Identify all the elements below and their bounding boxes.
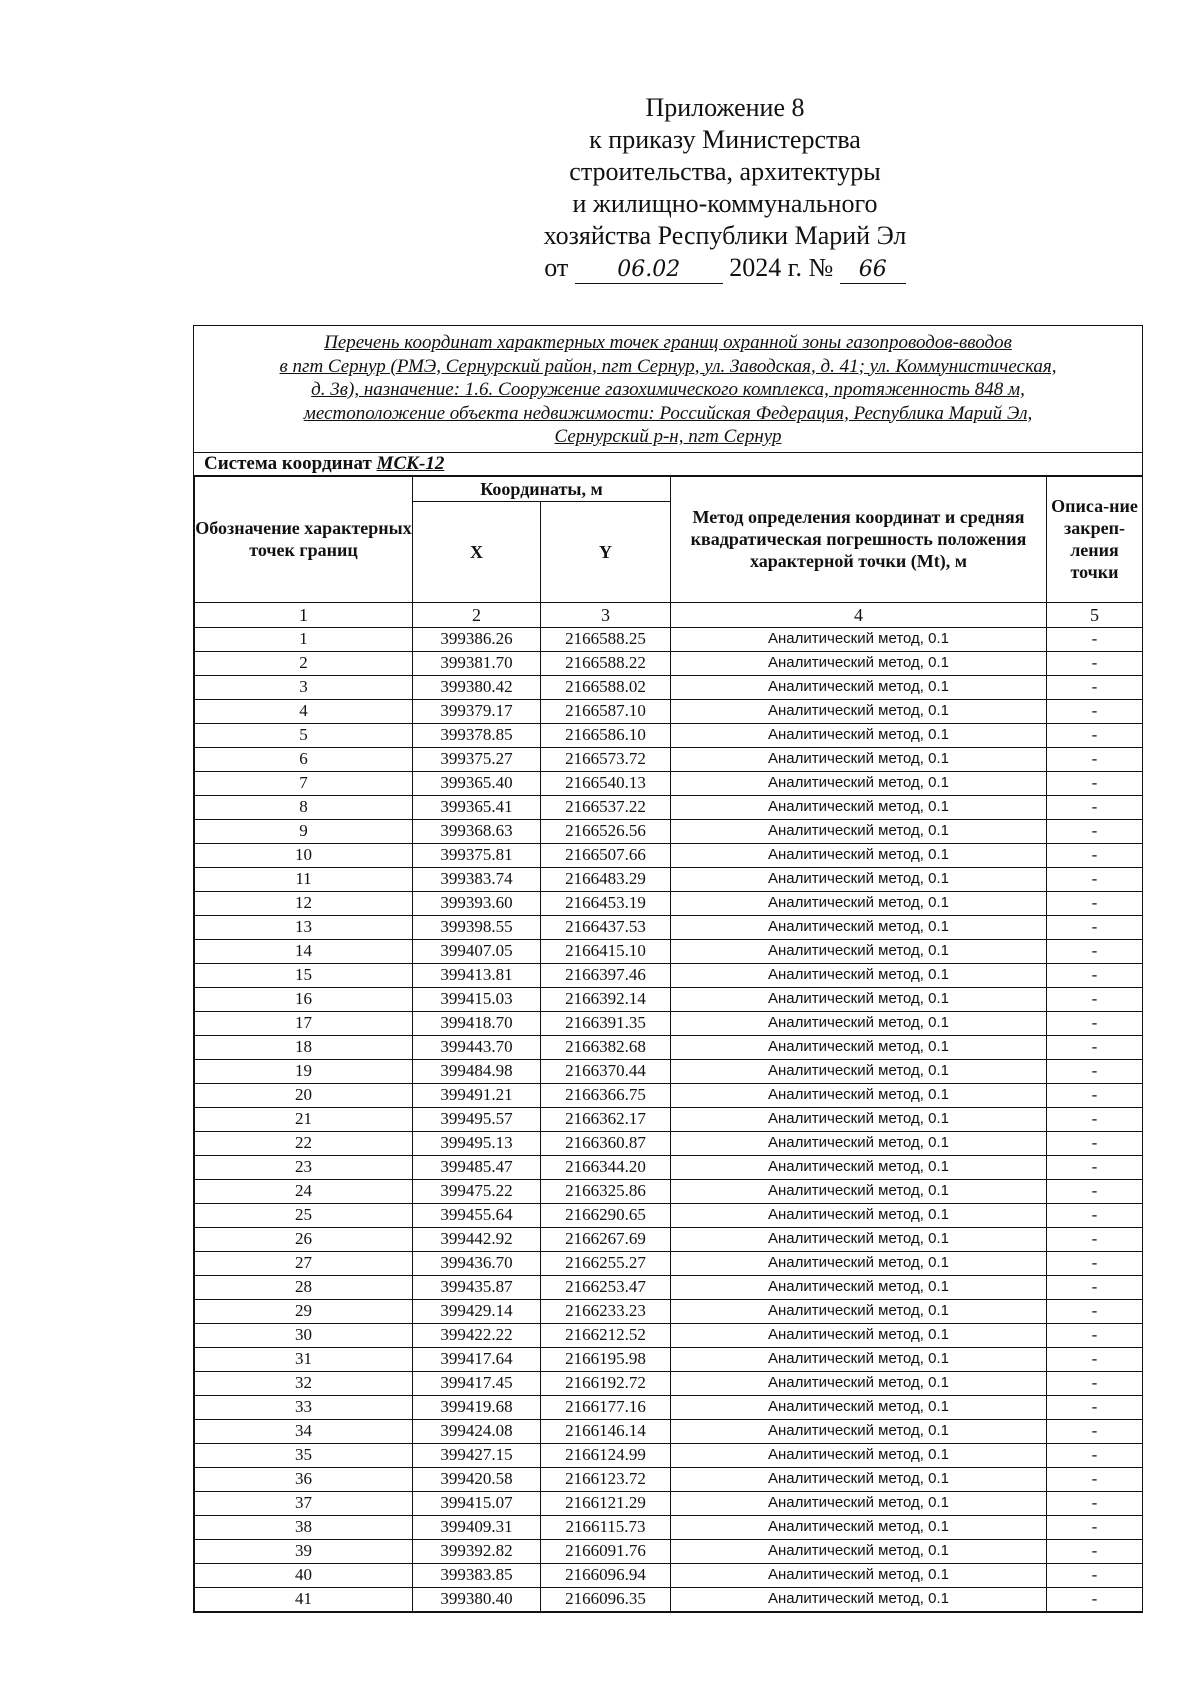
y-coordinate-cell: 2166290.65 bbox=[541, 1203, 671, 1227]
method-cell: Аналитический метод, 0.1 bbox=[671, 1275, 1047, 1299]
point-number-cell: 31 bbox=[195, 1347, 413, 1371]
table-row bbox=[195, 1155, 1143, 1179]
x-coordinate-cell: 399398.55 bbox=[413, 915, 541, 939]
table-row bbox=[195, 1563, 1143, 1587]
header-method: Метод определения координат и средняя квадратическая погрешность положения характерной точки (Mt), м bbox=[671, 476, 1047, 602]
coordinate-system-label: Система координат bbox=[204, 452, 372, 474]
x-coordinate-cell: 399485.47 bbox=[413, 1155, 541, 1179]
y-coordinate-cell: 2166526.56 bbox=[541, 819, 671, 843]
description-cell: - bbox=[1047, 771, 1143, 795]
point-number-cell: 32 bbox=[195, 1371, 413, 1395]
y-coordinate-cell: 2166540.13 bbox=[541, 771, 671, 795]
description-cell: - bbox=[1047, 795, 1143, 819]
point-number-cell: 40 bbox=[195, 1563, 413, 1587]
point-number-cell: 14 bbox=[195, 939, 413, 963]
x-coordinate-cell: 399392.82 bbox=[413, 1539, 541, 1563]
point-number-cell: 37 bbox=[195, 1491, 413, 1515]
y-coordinate-cell: 2166483.29 bbox=[541, 867, 671, 891]
point-number-cell: 29 bbox=[195, 1299, 413, 1323]
header-line-republic: хозяйства Республики Марий Эл bbox=[543, 221, 907, 250]
point-number-cell: 13 bbox=[195, 915, 413, 939]
table-row bbox=[195, 795, 1143, 819]
y-coordinate-cell: 2166437.53 bbox=[541, 915, 671, 939]
coordinate-system-row bbox=[194, 453, 1142, 476]
table-row bbox=[195, 987, 1143, 1011]
method-cell: Аналитический метод, 0.1 bbox=[671, 1347, 1047, 1371]
description-cell: - bbox=[1047, 1347, 1143, 1371]
x-coordinate-cell: 399495.13 bbox=[413, 1131, 541, 1155]
x-coordinate-cell: 399475.22 bbox=[413, 1179, 541, 1203]
description-cell: - bbox=[1047, 915, 1143, 939]
method-cell: Аналитический метод, 0.1 bbox=[671, 1491, 1047, 1515]
method-cell: Аналитический метод, 0.1 bbox=[671, 771, 1047, 795]
x-coordinate-cell: 399407.05 bbox=[413, 939, 541, 963]
title-line-5: Сернурский р-н, пгт Сернур bbox=[554, 426, 782, 447]
method-cell: Аналитический метод, 0.1 bbox=[671, 747, 1047, 771]
appendix-header bbox=[360, 92, 1090, 284]
title-line-1: Перечень координат характерных точек границ охранной зоны газопроводов-вводов bbox=[324, 332, 1012, 353]
method-cell: Аналитический метод, 0.1 bbox=[671, 1395, 1047, 1419]
title-line-4: местоположение объекта недвижимости: Российская Федерация, Республика Марий Эл, bbox=[303, 402, 1033, 424]
description-cell: - bbox=[1047, 699, 1143, 723]
table-row bbox=[195, 1179, 1143, 1203]
table-row bbox=[195, 1371, 1143, 1395]
description-cell: - bbox=[1047, 1083, 1143, 1107]
table-row bbox=[195, 1395, 1143, 1419]
table-row bbox=[195, 1083, 1143, 1107]
header-line-ministry: строительства, архитектуры bbox=[569, 157, 881, 186]
method-cell: Аналитический метод, 0.1 bbox=[671, 1227, 1047, 1251]
y-coordinate-cell: 2166096.35 bbox=[541, 1587, 671, 1611]
header-designation: Обозначение характерных точек границ bbox=[195, 476, 413, 602]
handwritten-date: 06.02 bbox=[575, 257, 723, 284]
description-cell: - bbox=[1047, 1467, 1143, 1491]
y-coordinate-cell: 2166362.17 bbox=[541, 1107, 671, 1131]
description-cell: - bbox=[1047, 1299, 1143, 1323]
point-number-cell: 7 bbox=[195, 771, 413, 795]
table-row bbox=[195, 1419, 1143, 1443]
x-coordinate-cell: 399417.64 bbox=[413, 1347, 541, 1371]
table-row bbox=[195, 843, 1143, 867]
point-number-cell: 10 bbox=[195, 843, 413, 867]
table-title bbox=[194, 326, 1142, 453]
point-number-cell: 36 bbox=[195, 1467, 413, 1491]
x-coordinate-cell: 399368.63 bbox=[413, 819, 541, 843]
y-coordinate-cell: 2166255.27 bbox=[541, 1251, 671, 1275]
x-coordinate-cell: 399436.70 bbox=[413, 1251, 541, 1275]
y-coordinate-cell: 2166507.66 bbox=[541, 843, 671, 867]
y-coordinate-cell: 2166267.69 bbox=[541, 1227, 671, 1251]
table-row bbox=[195, 1035, 1143, 1059]
x-coordinate-cell: 399429.14 bbox=[413, 1299, 541, 1323]
appendix-number: Приложение 8 bbox=[645, 93, 805, 122]
x-coordinate-cell: 399375.81 bbox=[413, 843, 541, 867]
point-number-cell: 20 bbox=[195, 1083, 413, 1107]
method-cell: Аналитический метод, 0.1 bbox=[671, 1059, 1047, 1083]
method-cell: Аналитический метод, 0.1 bbox=[671, 915, 1047, 939]
point-number-cell: 16 bbox=[195, 987, 413, 1011]
description-cell: - bbox=[1047, 1203, 1143, 1227]
description-cell: - bbox=[1047, 1491, 1143, 1515]
header-description: Описа-ние закреп-ления точки bbox=[1047, 476, 1143, 602]
y-coordinate-cell: 2166146.14 bbox=[541, 1419, 671, 1443]
x-coordinate-cell: 399415.07 bbox=[413, 1491, 541, 1515]
method-cell: Аналитический метод, 0.1 bbox=[671, 675, 1047, 699]
point-number-cell: 26 bbox=[195, 1227, 413, 1251]
method-cell: Аналитический метод, 0.1 bbox=[671, 1155, 1047, 1179]
method-cell: Аналитический метод, 0.1 bbox=[671, 1107, 1047, 1131]
x-coordinate-cell: 399417.45 bbox=[413, 1371, 541, 1395]
method-cell: Аналитический метод, 0.1 bbox=[671, 1539, 1047, 1563]
x-coordinate-cell: 399491.21 bbox=[413, 1083, 541, 1107]
method-cell: Аналитический метод, 0.1 bbox=[671, 699, 1047, 723]
x-coordinate-cell: 399409.31 bbox=[413, 1515, 541, 1539]
description-cell: - bbox=[1047, 1251, 1143, 1275]
x-coordinate-cell: 399443.70 bbox=[413, 1035, 541, 1059]
method-cell: Аналитический метод, 0.1 bbox=[671, 1299, 1047, 1323]
description-cell: - bbox=[1047, 1011, 1143, 1035]
point-number-cell: 5 bbox=[195, 723, 413, 747]
x-coordinate-cell: 399380.42 bbox=[413, 675, 541, 699]
table-row bbox=[195, 1251, 1143, 1275]
column-numbers-row bbox=[195, 602, 1143, 627]
description-cell: - bbox=[1047, 963, 1143, 987]
table-row bbox=[195, 891, 1143, 915]
table-row bbox=[195, 1227, 1143, 1251]
method-cell: Аналитический метод, 0.1 bbox=[671, 651, 1047, 675]
point-number-cell: 28 bbox=[195, 1275, 413, 1299]
x-coordinate-cell: 399381.70 bbox=[413, 651, 541, 675]
method-cell: Аналитический метод, 0.1 bbox=[671, 1179, 1047, 1203]
description-cell: - bbox=[1047, 651, 1143, 675]
column-number: 1 bbox=[195, 602, 413, 627]
x-coordinate-cell: 399393.60 bbox=[413, 891, 541, 915]
description-cell: - bbox=[1047, 891, 1143, 915]
table-body bbox=[195, 602, 1143, 1611]
method-cell: Аналитический метод, 0.1 bbox=[671, 627, 1047, 651]
y-coordinate-cell: 2166096.94 bbox=[541, 1563, 671, 1587]
point-number-cell: 6 bbox=[195, 747, 413, 771]
column-number: 5 bbox=[1047, 602, 1143, 627]
point-number-cell: 24 bbox=[195, 1179, 413, 1203]
method-cell: Аналитический метод, 0.1 bbox=[671, 723, 1047, 747]
method-cell: Аналитический метод, 0.1 bbox=[671, 987, 1047, 1011]
y-coordinate-cell: 2166123.72 bbox=[541, 1467, 671, 1491]
method-cell: Аналитический метод, 0.1 bbox=[671, 819, 1047, 843]
table-row bbox=[195, 627, 1143, 651]
description-cell: - bbox=[1047, 1107, 1143, 1131]
point-number-cell: 25 bbox=[195, 1203, 413, 1227]
point-number-cell: 23 bbox=[195, 1155, 413, 1179]
y-coordinate-cell: 2166588.02 bbox=[541, 675, 671, 699]
y-coordinate-cell: 2166121.29 bbox=[541, 1491, 671, 1515]
point-number-cell: 17 bbox=[195, 1011, 413, 1035]
y-coordinate-cell: 2166382.68 bbox=[541, 1035, 671, 1059]
description-cell: - bbox=[1047, 1563, 1143, 1587]
point-number-cell: 18 bbox=[195, 1035, 413, 1059]
y-coordinate-cell: 2166370.44 bbox=[541, 1059, 671, 1083]
date-prefix: от bbox=[544, 253, 569, 282]
x-coordinate-cell: 399422.22 bbox=[413, 1323, 541, 1347]
y-coordinate-cell: 2166391.35 bbox=[541, 1011, 671, 1035]
table-row bbox=[195, 963, 1143, 987]
method-cell: Аналитический метод, 0.1 bbox=[671, 1011, 1047, 1035]
description-cell: - bbox=[1047, 1587, 1143, 1611]
x-coordinate-cell: 399375.27 bbox=[413, 747, 541, 771]
y-coordinate-cell: 2166537.22 bbox=[541, 795, 671, 819]
description-cell: - bbox=[1047, 1059, 1143, 1083]
header-coordinates: Координаты, м bbox=[413, 476, 671, 501]
header-line-order: к приказу Министерства bbox=[589, 125, 861, 154]
table-row bbox=[195, 915, 1143, 939]
y-coordinate-cell: 2166115.73 bbox=[541, 1515, 671, 1539]
year-number-label: 2024 г. № bbox=[729, 253, 834, 282]
x-coordinate-cell: 399415.03 bbox=[413, 987, 541, 1011]
y-coordinate-cell: 2166344.20 bbox=[541, 1155, 671, 1179]
method-cell: Аналитический метод, 0.1 bbox=[671, 1563, 1047, 1587]
column-number: 2 bbox=[413, 602, 541, 627]
x-coordinate-cell: 399413.81 bbox=[413, 963, 541, 987]
header-y: Y bbox=[541, 501, 671, 602]
point-number-cell: 1 bbox=[195, 627, 413, 651]
y-coordinate-cell: 2166233.23 bbox=[541, 1299, 671, 1323]
description-cell: - bbox=[1047, 723, 1143, 747]
table-row bbox=[195, 699, 1143, 723]
table-row bbox=[195, 867, 1143, 891]
x-coordinate-cell: 399365.40 bbox=[413, 771, 541, 795]
method-cell: Аналитический метод, 0.1 bbox=[671, 1083, 1047, 1107]
y-coordinate-cell: 2166588.25 bbox=[541, 627, 671, 651]
y-coordinate-cell: 2166195.98 bbox=[541, 1347, 671, 1371]
method-cell: Аналитический метод, 0.1 bbox=[671, 1203, 1047, 1227]
table-row bbox=[195, 1515, 1143, 1539]
description-cell: - bbox=[1047, 939, 1143, 963]
x-coordinate-cell: 399365.41 bbox=[413, 795, 541, 819]
point-number-cell: 8 bbox=[195, 795, 413, 819]
description-cell: - bbox=[1047, 1371, 1143, 1395]
y-coordinate-cell: 2166573.72 bbox=[541, 747, 671, 771]
method-cell: Аналитический метод, 0.1 bbox=[671, 795, 1047, 819]
point-number-cell: 41 bbox=[195, 1587, 413, 1611]
table-row bbox=[195, 723, 1143, 747]
column-number: 4 bbox=[671, 602, 1047, 627]
point-number-cell: 27 bbox=[195, 1251, 413, 1275]
x-coordinate-cell: 399418.70 bbox=[413, 1011, 541, 1035]
description-cell: - bbox=[1047, 819, 1143, 843]
x-coordinate-cell: 399419.68 bbox=[413, 1395, 541, 1419]
table-row bbox=[195, 1299, 1143, 1323]
x-coordinate-cell: 399455.64 bbox=[413, 1203, 541, 1227]
x-coordinate-cell: 399378.85 bbox=[413, 723, 541, 747]
table-row bbox=[195, 771, 1143, 795]
table-row bbox=[195, 747, 1143, 771]
x-coordinate-cell: 399495.57 bbox=[413, 1107, 541, 1131]
description-cell: - bbox=[1047, 843, 1143, 867]
description-cell: - bbox=[1047, 1275, 1143, 1299]
method-cell: Аналитический метод, 0.1 bbox=[671, 1587, 1047, 1611]
description-cell: - bbox=[1047, 627, 1143, 651]
table-row bbox=[195, 1443, 1143, 1467]
description-cell: - bbox=[1047, 1395, 1143, 1419]
table-row bbox=[195, 675, 1143, 699]
table-row bbox=[195, 1347, 1143, 1371]
table-row bbox=[195, 1275, 1143, 1299]
description-cell: - bbox=[1047, 1035, 1143, 1059]
method-cell: Аналитический метод, 0.1 bbox=[671, 891, 1047, 915]
table-row bbox=[195, 1107, 1143, 1131]
x-coordinate-cell: 399386.26 bbox=[413, 627, 541, 651]
title-line-2: в пгт Сернур (РМЭ, Сернурский район, пгт Сернур, ул. Заводская, д. 41; ул. Коммунистическая, bbox=[279, 355, 1057, 377]
method-cell: Аналитический метод, 0.1 bbox=[671, 1323, 1047, 1347]
y-coordinate-cell: 2166588.22 bbox=[541, 651, 671, 675]
y-coordinate-cell: 2166415.10 bbox=[541, 939, 671, 963]
point-number-cell: 38 bbox=[195, 1515, 413, 1539]
y-coordinate-cell: 2166397.46 bbox=[541, 963, 671, 987]
y-coordinate-cell: 2166212.52 bbox=[541, 1323, 671, 1347]
point-number-cell: 33 bbox=[195, 1395, 413, 1419]
description-cell: - bbox=[1047, 987, 1143, 1011]
description-cell: - bbox=[1047, 1539, 1143, 1563]
table-row bbox=[195, 1011, 1143, 1035]
y-coordinate-cell: 2166253.47 bbox=[541, 1275, 671, 1299]
header-line-housing: и жилищно-коммунального bbox=[572, 189, 878, 218]
point-number-cell: 22 bbox=[195, 1131, 413, 1155]
method-cell: Аналитический метод, 0.1 bbox=[671, 1443, 1047, 1467]
point-number-cell: 19 bbox=[195, 1059, 413, 1083]
description-cell: - bbox=[1047, 1419, 1143, 1443]
method-cell: Аналитический метод, 0.1 bbox=[671, 1515, 1047, 1539]
order-date-line bbox=[360, 252, 1090, 284]
y-coordinate-cell: 2166392.14 bbox=[541, 987, 671, 1011]
point-number-cell: 21 bbox=[195, 1107, 413, 1131]
y-coordinate-cell: 2166192.72 bbox=[541, 1371, 671, 1395]
y-coordinate-cell: 2166177.16 bbox=[541, 1395, 671, 1419]
point-number-cell: 11 bbox=[195, 867, 413, 891]
handwritten-order-number: 66 bbox=[840, 257, 906, 284]
header-x: X bbox=[413, 501, 541, 602]
method-cell: Аналитический метод, 0.1 bbox=[671, 1467, 1047, 1491]
x-coordinate-cell: 399424.08 bbox=[413, 1419, 541, 1443]
coordinates-table bbox=[194, 476, 1143, 1612]
y-coordinate-cell: 2166091.76 bbox=[541, 1539, 671, 1563]
x-coordinate-cell: 399383.74 bbox=[413, 867, 541, 891]
table-row bbox=[195, 1467, 1143, 1491]
description-cell: - bbox=[1047, 1515, 1143, 1539]
method-cell: Аналитический метод, 0.1 bbox=[671, 1251, 1047, 1275]
y-coordinate-cell: 2166453.19 bbox=[541, 891, 671, 915]
table-row bbox=[195, 939, 1143, 963]
method-cell: Аналитический метод, 0.1 bbox=[671, 939, 1047, 963]
y-coordinate-cell: 2166587.10 bbox=[541, 699, 671, 723]
description-cell: - bbox=[1047, 1443, 1143, 1467]
method-cell: Аналитический метод, 0.1 bbox=[671, 867, 1047, 891]
y-coordinate-cell: 2166586.10 bbox=[541, 723, 671, 747]
method-cell: Аналитический метод, 0.1 bbox=[671, 963, 1047, 987]
title-line-3: д. 3в), назначение: 1.6. Сооружение газохимического комплекса, протяженность 848 м, bbox=[311, 379, 1025, 400]
column-number: 3 bbox=[541, 602, 671, 627]
x-coordinate-cell: 399435.87 bbox=[413, 1275, 541, 1299]
method-cell: Аналитический метод, 0.1 bbox=[671, 1035, 1047, 1059]
y-coordinate-cell: 2166360.87 bbox=[541, 1131, 671, 1155]
coordinates-sheet bbox=[193, 325, 1143, 1613]
point-number-cell: 34 bbox=[195, 1419, 413, 1443]
y-coordinate-cell: 2166325.86 bbox=[541, 1179, 671, 1203]
x-coordinate-cell: 399484.98 bbox=[413, 1059, 541, 1083]
x-coordinate-cell: 399380.40 bbox=[413, 1587, 541, 1611]
table-row bbox=[195, 1059, 1143, 1083]
point-number-cell: 2 bbox=[195, 651, 413, 675]
point-number-cell: 39 bbox=[195, 1539, 413, 1563]
description-cell: - bbox=[1047, 867, 1143, 891]
method-cell: Аналитический метод, 0.1 bbox=[671, 1131, 1047, 1155]
point-number-cell: 3 bbox=[195, 675, 413, 699]
method-cell: Аналитический метод, 0.1 bbox=[671, 1371, 1047, 1395]
description-cell: - bbox=[1047, 675, 1143, 699]
description-cell: - bbox=[1047, 1227, 1143, 1251]
point-number-cell: 35 bbox=[195, 1443, 413, 1467]
description-cell: - bbox=[1047, 1323, 1143, 1347]
x-coordinate-cell: 399420.58 bbox=[413, 1467, 541, 1491]
point-number-cell: 15 bbox=[195, 963, 413, 987]
table-row bbox=[195, 1323, 1143, 1347]
method-cell: Аналитический метод, 0.1 bbox=[671, 843, 1047, 867]
x-coordinate-cell: 399379.17 bbox=[413, 699, 541, 723]
description-cell: - bbox=[1047, 1179, 1143, 1203]
table-row bbox=[195, 1131, 1143, 1155]
description-cell: - bbox=[1047, 1131, 1143, 1155]
description-cell: - bbox=[1047, 1155, 1143, 1179]
point-number-cell: 4 bbox=[195, 699, 413, 723]
x-coordinate-cell: 399442.92 bbox=[413, 1227, 541, 1251]
point-number-cell: 9 bbox=[195, 819, 413, 843]
x-coordinate-cell: 399383.85 bbox=[413, 1563, 541, 1587]
description-cell: - bbox=[1047, 747, 1143, 771]
method-cell: Аналитический метод, 0.1 bbox=[671, 1419, 1047, 1443]
table-row bbox=[195, 1539, 1143, 1563]
table-row bbox=[195, 819, 1143, 843]
table-row bbox=[195, 1491, 1143, 1515]
y-coordinate-cell: 2166366.75 bbox=[541, 1083, 671, 1107]
coordinate-system-value: МСК-12 bbox=[376, 452, 445, 474]
table-row bbox=[195, 1203, 1143, 1227]
y-coordinate-cell: 2166124.99 bbox=[541, 1443, 671, 1467]
table-row bbox=[195, 1587, 1143, 1611]
point-number-cell: 30 bbox=[195, 1323, 413, 1347]
table-row bbox=[195, 651, 1143, 675]
x-coordinate-cell: 399427.15 bbox=[413, 1443, 541, 1467]
point-number-cell: 12 bbox=[195, 891, 413, 915]
